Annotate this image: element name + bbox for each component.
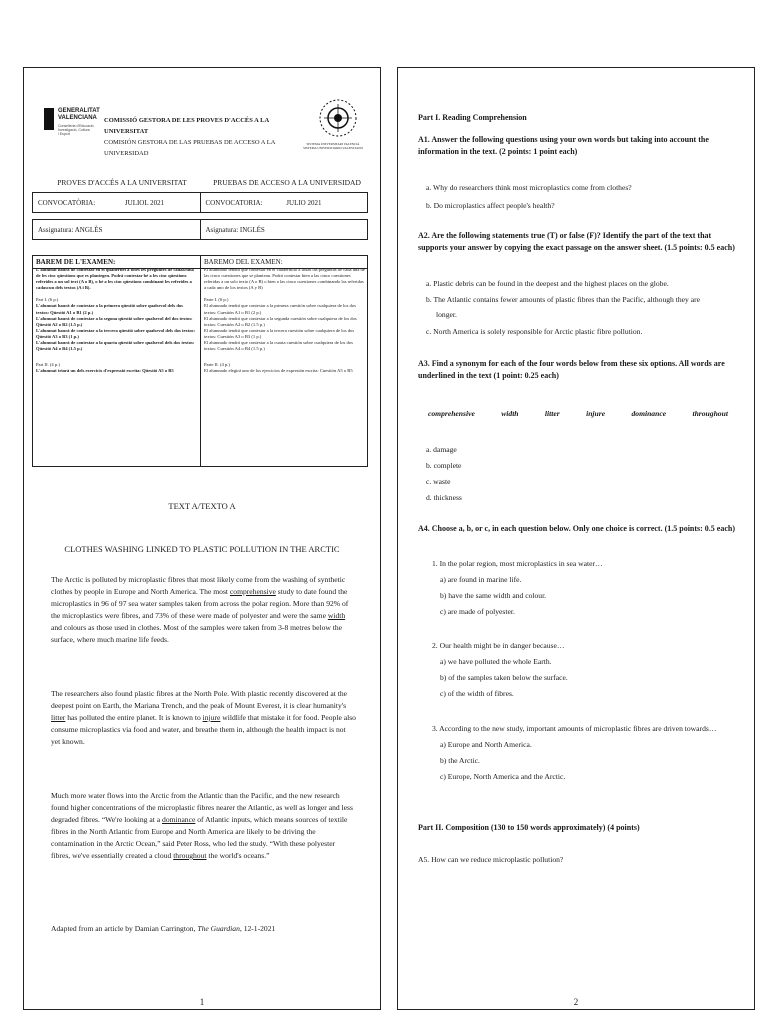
barem-part2: L'alumnat triarà un dels exercicis d'expressió escrita: Qüestió A5 o B5 xyxy=(36,368,174,374)
barem-title-divider xyxy=(33,268,367,269)
publication-name: The Guardian xyxy=(197,924,240,933)
header-spanish: PRUEBAS DE ACCESO A LA UNIVERSIDAD xyxy=(213,178,361,187)
baremo-part1-item: El alumnado tendrá que contestar a la tercera cuestión sobre cualquiera de los dos textos: Cuestión A3 o B3 (1 p.) xyxy=(204,327,355,339)
a3-option: b. complete xyxy=(426,461,462,470)
a2-item: c. North America is solely responsible for Arctic plastic fibre pollution. xyxy=(426,327,643,336)
grading-scheme-valencian xyxy=(33,256,201,466)
synonym-word: litter xyxy=(544,409,560,418)
question-a2: A2. Are the following statements true (T) or false (F)? Identify the part of the text that supports your answer by copying the exact passage on the answer sheet. (1.5 points: 0.5 each) xyxy=(418,231,735,252)
page-number: 2 xyxy=(573,997,579,1007)
part1-title: Part I. Reading Comprehension xyxy=(418,113,527,122)
article-paragraph-3: Much more water flows into the Arctic from the Atlantic than the Pacific, and the new research found higher concentrations of the microplastic fibres nearer the Atlantic, as well as longer and less degraded fibres. “We're looking at a dominance of Atlantic inputs, which means sources of textile fibres in the North Atlantic from Europe and North America are likely to be driving the contamination in the Arctic Ocean,” said Peter Ross, who led the study. “With these polyester fibres, we've essentially created a cloud throughout the world's oceans.” xyxy=(51,791,353,860)
a4-q1-option: a) are found in marine life. xyxy=(440,575,522,584)
barem-title: BAREM DE L'EXAMEN: xyxy=(36,258,116,266)
a1-item: b. Do microplastics affect people's health? xyxy=(426,201,555,210)
barem-part1-item: L'alumnat haurà de contestar a la tercera qüestió sobre qualsevol dels dos textos: Qüestió A3 o B3 (1 p.) xyxy=(36,327,195,339)
convocatoria-value: JULIO 2021 xyxy=(286,198,322,207)
convocatoria-label: CONVOCATORIA: xyxy=(205,198,263,207)
grading-scheme-box xyxy=(32,255,368,467)
baremo-part1-item: El alumnado tendrá que contestar a la cuarta cuestión sobre cualquiera de los dos textos: Cuestión A4 o B4 (1.5 p.) xyxy=(204,340,353,352)
a2-item: b. The Atlantic contains fewer amounts of plastic fibres than the Pacific, although they are xyxy=(426,295,700,304)
exam-info-table xyxy=(32,192,368,240)
a4-q2-option: b) of the samples taken below the surface. xyxy=(440,673,568,682)
synonym-word: injure xyxy=(586,409,606,418)
synonym-word: dominance xyxy=(631,409,667,418)
question-a1: A1. Answer the following questions using your own words but taking into account the information in the text. (2 points: 1 point each) xyxy=(418,135,709,156)
seal-caption-valencian: SISTEMA UNIVERSITARI VALENCIÀ xyxy=(306,142,360,146)
question-a4: A4. Choose a, b, or c, in each question below. Only one choice is correct. (1.5 points: 0.5 each) xyxy=(418,524,736,533)
exam-page-1 xyxy=(23,67,381,1010)
exam-page-2 xyxy=(397,67,755,1010)
synonym-word: comprehensive xyxy=(428,409,475,418)
convocation-value: JULIOL 2021 xyxy=(124,198,165,207)
synonym-word-list xyxy=(428,409,728,418)
subject-valencian: Assignatura: ANGLÈS xyxy=(33,220,201,240)
underlined-word: throughout xyxy=(173,851,207,860)
logo-line-1: GENERALITAT xyxy=(58,108,100,114)
barem-part1-item: L'alumnat haurà de contestar a la quarta qüestió sobre qualsevol dels dos textos: Qüestió A4 o B4 (1.5 p.) xyxy=(36,340,195,352)
logo-sub-3: i Esport xyxy=(58,132,70,137)
a4-q1-option: c) are made of polyester. xyxy=(440,607,515,616)
question-a5: A5. How can we reduce microplastic pollution? xyxy=(418,855,564,864)
logo-sub-1: Conselleria d'Educació, xyxy=(58,124,95,128)
page-number: 1 xyxy=(199,997,205,1007)
a4-question-1: 1. In the polar region, most microplastics in sea water… xyxy=(432,559,603,568)
barem-part1-item: L'alumnat haurà de contestar a la segona qüestió sobre qualsevol del dos textos: Qüestió A2 o B2 (1.5 p.) xyxy=(36,315,193,327)
a4-q2-option: c) of the width of fibres. xyxy=(440,689,514,698)
article-paragraph-1: The Arctic is polluted by microplastic fibres that most likely come from the washing of synthetic clothes by people in Europe and North America. The most comprehensive study to date found the microplastics in 96 of 97 sea water samples taken from across the polar region. More than 92% of the microplastics were fibres, and 73% of these were made of polyester and were the same width and colours as those used in clothes. Most of the samples were taken from 3-8 metres below the surface, where much marine life feeds. xyxy=(51,575,349,644)
a1-item: a. Why do researchers think most microplastics come from clothes? xyxy=(426,183,632,192)
a4-q3-option: c) Europe, North America and the Arctic. xyxy=(440,772,566,781)
barem-part1-item: L'alumnat haurà de contestar a la primera qüestió sobre qualsevol dels dos textos: Qüestió A1 o B1 (2 p.) xyxy=(36,303,183,315)
part2-title: Part II. Composition (130 to 150 words approximately) (4 points) xyxy=(418,823,640,832)
baremo-intro: El alumnado tendrá que contestar en el cuadernillo a todas las preguntas de cada una de las cinco cuestiones que se plantean. Podrá contestar bien a las cinco cuestiones referidas a un solo texto (A o B) o bien a las cinco cuestiones combinando las referidas a cada uno de los textos (A y B) xyxy=(204,267,365,291)
underlined-word: litter xyxy=(51,713,66,722)
underlined-word: comprehensive xyxy=(229,587,276,596)
baremo-title: BAREMO DEL EXAMEN: xyxy=(204,258,283,266)
article-paragraph-2: The researchers also found plastic fibres at the North Pole. With plastic recently discovered at the deepest point on Earth, the Mariana Trench, and the peak of Mount Everest, it is clear humanity's litter has polluted the entire planet. It is known to injure wildlife that mistake it for food. People also consume microplastics via food and water, and breathe them in, although the health impact is not yet known. xyxy=(51,689,356,746)
synonym-word: width xyxy=(501,409,519,418)
university-system-seal-icon xyxy=(318,98,358,138)
synonym-word: throughout xyxy=(692,409,728,418)
question-a3: A3. Find a synonym for each of the four words below from these six options. All words are underlined in the text (1 point: 0.25 each) xyxy=(418,359,725,380)
a4-q3-option: a) Europe and North America. xyxy=(440,740,532,749)
a4-q1-option: b) have the same width and colour. xyxy=(440,591,547,600)
underlined-word: injure xyxy=(202,713,221,722)
convocation-spanish xyxy=(200,193,368,213)
convocation-label: CONVOCATÒRIA: xyxy=(38,198,96,207)
subject-spanish: Asignatura: INGLÉS xyxy=(200,220,368,240)
generalitat-emblem-icon xyxy=(44,108,54,130)
commission-heading xyxy=(104,115,304,159)
baremo-part2-title: Parte II. (4 p.) xyxy=(204,362,230,368)
seal-caption xyxy=(286,142,380,150)
a2-item-continued: longer. xyxy=(436,310,457,319)
grading-scheme-spanish xyxy=(201,256,369,466)
a4-question-3: 3. According to the new study, important amounts of microplastic fibres are driven towards… xyxy=(432,724,717,733)
convocation-valencian xyxy=(33,193,201,213)
baremo-part1-title: Parte I. (6 p.) xyxy=(204,297,229,303)
logo-sub-2: Investigació, Cultura xyxy=(58,128,90,133)
barem-part2-title: Part II. (4 p.) xyxy=(36,362,60,368)
underlined-word: dominance xyxy=(162,815,196,824)
a4-q3-option: b) the Arctic. xyxy=(440,756,480,765)
a3-option: d. thickness xyxy=(426,493,462,502)
baremo-part2: El alumnado elegirá uno de los ejercicios de expresión escrita: Cuestión A5 o B5 xyxy=(204,368,353,374)
logo-line-2: VALENCIANA xyxy=(58,115,97,121)
commission-valencian: COMISSIÓ GESTORA DE LES PROVES D'ACCÉS A LA UNIVERSITAT xyxy=(104,117,269,135)
a4-q2-option: a) we have polluted the whole Earth. xyxy=(440,657,552,666)
a3-option: a. damage xyxy=(426,445,457,454)
seal-caption-spanish: SISTEMA UNIVERSITARIO VALENCIANO xyxy=(303,146,363,150)
a2-item: a. Plastic debris can be found in the deepest and the highest places on the globe. xyxy=(426,279,669,288)
barem-part1-title: Part I. (6 p.) xyxy=(36,297,59,303)
commission-spanish: COMISIÓN GESTORA DE LAS PRUEBAS DE ACCESO A LA UNIVERSIDAD xyxy=(104,139,276,157)
a4-question-2: 2. Our health might be in danger because… xyxy=(432,641,565,650)
barem-intro: L'alumnat haurà de contestar en el quadernet a totes les preguntes de cadascuna de les cinc qüestions que es plantegen. Podrà contestar bé a les cinc qüestions referides a un sol text (A o B), o bé a les cinc qüestions combinant les referides a cadascun dels textos (A i B). xyxy=(36,267,194,291)
header-valencian: PROVES D'ACCÉS A LA UNIVERSITAT xyxy=(57,178,187,187)
article-source: Adapted from an article by Damian Carrington, The Guardian, 12-1-2021 xyxy=(51,924,276,933)
article-title: CLOTHES WASHING LINKED TO PLASTIC POLLUTION IN THE ARCTIC xyxy=(64,544,340,554)
baremo-part1-item: El alumnado tendrá que contestar a la segunda cuestión sobre cualquiera de los dos textos: Cuestión A2 o B2 (1.5 p.) xyxy=(204,315,357,327)
underlined-word: width xyxy=(327,611,346,620)
a3-option: c. waste xyxy=(426,477,451,486)
text-a-label: TEXT A/TEXTO A xyxy=(168,501,236,511)
baremo-part1-item: El alumnado tendrá que contestar a la primera cuestión sobre cualquiera de los dos textos: Cuestión A1 o B1 (2 p.) xyxy=(204,303,356,315)
